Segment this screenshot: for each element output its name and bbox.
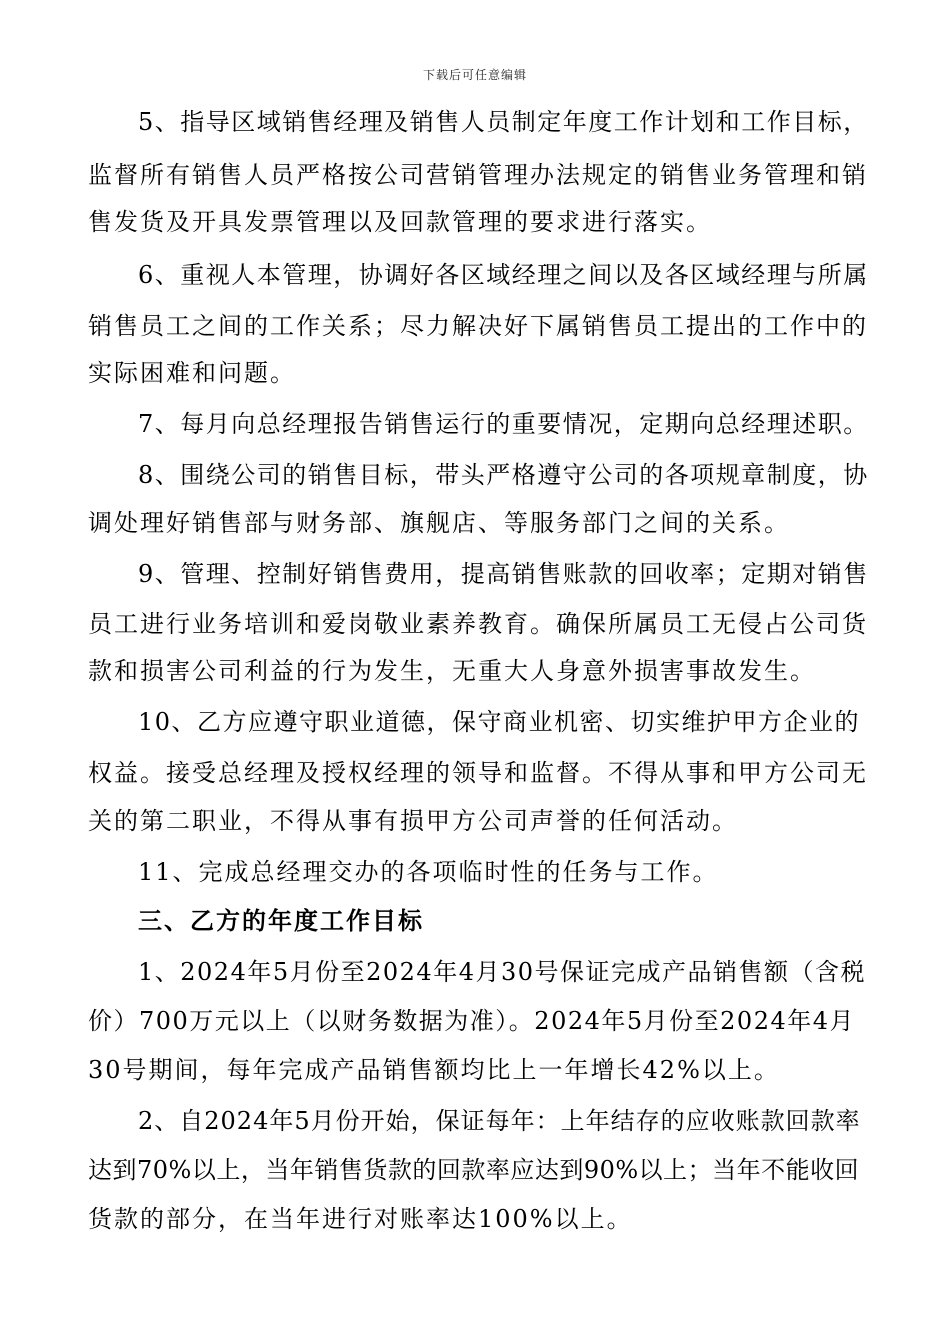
goal-2-line-1: 2、自2024年5月份开始，保证每年：上年结存的应收账款回款率 [138, 1107, 861, 1135]
paragraph-9-line-1: 9、管理、控制好销售费用，提高销售账款的回收率；定期对销售 [138, 560, 869, 588]
goal-2-line-2: 达到70%以上，当年销售货款的回款率应达到90%以上；当年不能收回 [88, 1156, 860, 1184]
paragraph-8-line-1: 8、围绕公司的销售目标，带头严格遵守公司的各项规章制度，协 [138, 461, 869, 489]
paragraph-9-line-2: 员工进行业务培训和爱岗敬业素养教育。确保所属员工无侵占公司货 [88, 610, 868, 638]
paragraph-6-line-2: 销售员工之间的工作关系；尽力解决好下属销售员工提出的工作中的 [88, 312, 868, 340]
paragraph-5-line-1: 5、指导区域销售经理及销售人员制定年度工作计划和工作目标， [138, 108, 869, 136]
paragraph-10-line-3: 关的第二职业，不得从事有损甲方公司声誉的任何活动。 [88, 807, 738, 835]
header-note: 下载后可任意编辑 [422, 68, 527, 82]
paragraph-5-line-2: 监督所有销售人员严格按公司营销管理办法规定的销售业务管理和销 [88, 161, 868, 189]
paragraph-7-line-1: 7、每月向总经理报告销售运行的重要情况，定期向总经理述职。 [138, 410, 869, 438]
paragraph-10-line-1: 10、乙方应遵守职业道德，保守商业机密、切实维护甲方企业的 [138, 708, 861, 736]
paragraph-5-line-3: 售发货及开具发票管理以及回款管理的要求进行落实。 [88, 208, 712, 236]
section-heading: 三、乙方的年度工作目标 [138, 906, 424, 935]
goal-1-line-1: 1、2024年5月份至2024年4月30号保证完成产品销售额（含税 [138, 958, 867, 986]
goal-2-line-3: 货款的部分，在当年进行对账率达100%以上。 [88, 1205, 633, 1233]
paragraph-11-line-1: 11、完成总经理交办的各项临时性的任务与工作。 [138, 858, 719, 886]
goal-1-line-3: 30号期间，每年完成产品销售额均比上一年增长42%以上。 [88, 1056, 780, 1084]
paragraph-6-line-1: 6、重视人本管理，协调好各区域经理之间以及各区域经理与所属 [138, 261, 869, 289]
paragraph-6-line-3: 实际困难和问题。 [88, 359, 296, 387]
paragraph-10-line-2: 权益。接受总经理及授权经理的领导和监督。不得从事和甲方公司无 [88, 759, 868, 787]
paragraph-9-line-3: 款和损害公司利益的行为发生，无重大人身意外损害事故发生。 [88, 657, 816, 685]
goal-1-line-2: 价）700万元以上（以财务数据为准）。2024年5月份至2024年4月 [88, 1007, 856, 1035]
paragraph-8-line-2: 调处理好销售部与财务部、旗舰店、等服务部门之间的关系。 [88, 509, 790, 537]
